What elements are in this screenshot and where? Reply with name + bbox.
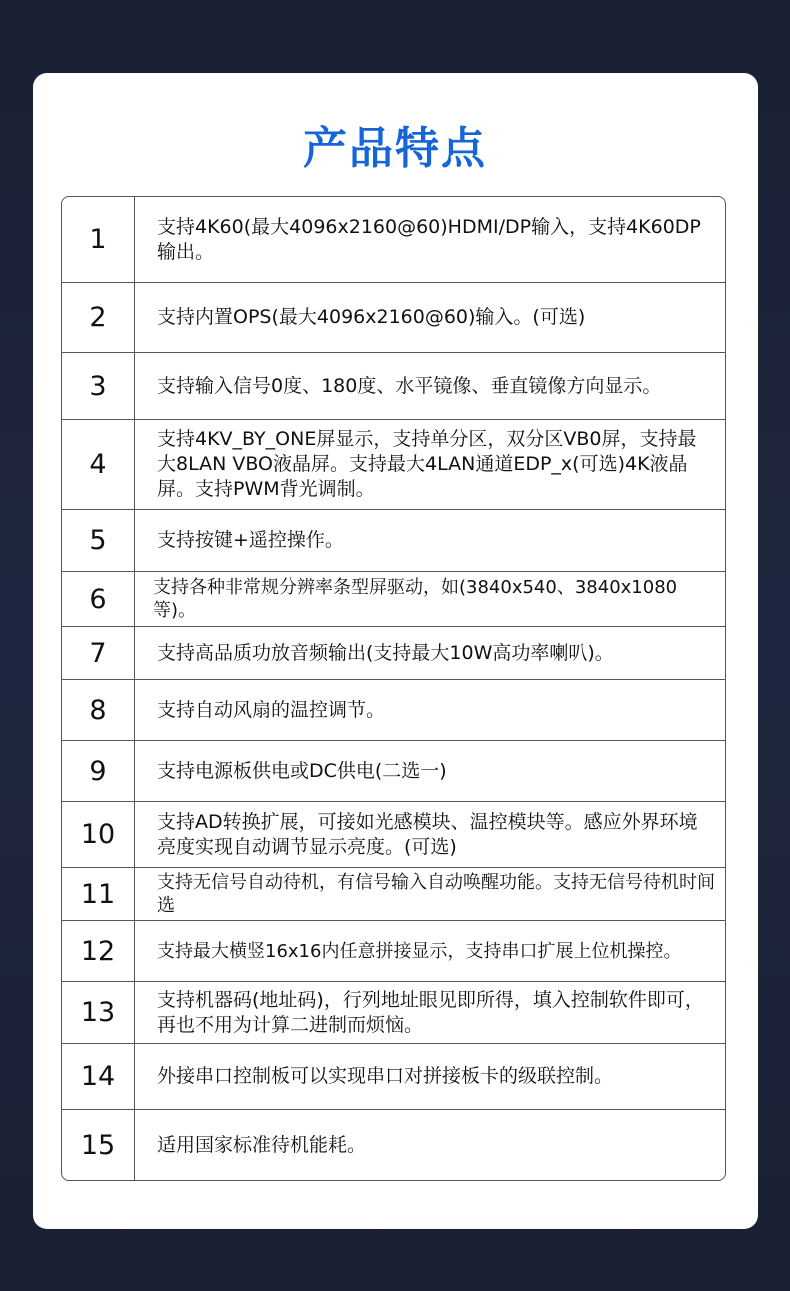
row-number: 15 (62, 1110, 135, 1180)
row-number: 7 (62, 627, 135, 679)
row-number: 9 (62, 741, 135, 801)
row-text: 支持高品质功放音频输出(支持最大10W高功率喇叭)。 (157, 641, 614, 664)
row-number: 4 (62, 420, 135, 509)
row-number: 8 (62, 680, 135, 740)
features-table (61, 196, 726, 1181)
row-number: 6 (62, 572, 135, 626)
table-row (62, 420, 725, 510)
row-text: 支持各种非常规分辨率条型屏驱动，如(3840x540、3840x1080等)。 (153, 577, 678, 621)
table-row (62, 741, 725, 802)
row-number: 3 (62, 353, 135, 419)
table-row (62, 572, 725, 627)
row-number: 1 (62, 197, 135, 282)
row-text: 支持最大横竖16x16内任意拼接显示，支持串口扩展上位机操控。 (157, 940, 682, 962)
row-text: 外接串口控制板可以实现串口对拼接板卡的级联控制。 (157, 1065, 614, 1087)
row-text: 支持自动风扇的温控调节。 (157, 698, 386, 721)
row-text: 支持机器码(地址码)，行列地址眼见即所得，填入控制软件即可，再也不用为计算二进制而烦恼。 (157, 988, 704, 1036)
table-row (62, 1110, 725, 1180)
table-row (62, 283, 725, 353)
row-text: 支持输入信号0度、180度、水平镜像、垂直镜像方向显示。 (157, 374, 662, 397)
row-text: 支持4K60(最大4096x2160@60)HDMI/DP输入，支持4K60DP输出。 (157, 215, 701, 263)
row-text: 适用国家标准待机能耗。 (157, 1133, 367, 1156)
row-text: 支持AD转换扩展，可接如光感模块、温控模块等。感应外界环境亮度实现自动调节显示亮度。(可选) (157, 810, 698, 858)
row-text: 支持无信号自动待机，有信号输入自动唤醒功能。支持无信号待机时间选 (157, 872, 715, 916)
page-title: 产品特点 (303, 123, 487, 174)
table-row (62, 921, 725, 982)
row-number: 11 (62, 868, 135, 920)
row-number: 12 (62, 921, 135, 981)
row-text: 支持按键+遥控操作。 (157, 529, 344, 551)
row-number: 13 (62, 982, 135, 1043)
table-row (62, 982, 725, 1044)
table-row (62, 627, 725, 680)
row-number: 2 (62, 283, 135, 352)
table-row (62, 197, 725, 283)
table-row (62, 680, 725, 741)
row-number: 10 (62, 802, 135, 867)
table-row (62, 802, 725, 868)
row-text: 支持电源板供电或DC供电(二选一) (157, 759, 447, 782)
table-row (62, 868, 725, 921)
table-row (62, 353, 725, 420)
row-number: 5 (62, 510, 135, 571)
table-row (62, 510, 725, 572)
row-text: 支持内置OPS(最大4096x2160@60)输入。(可选) (157, 306, 586, 328)
row-text: 支持4KV_BY_ONE屏显示，支持单分区，双分区VB0屏，支持最大8LAN VBO液晶屏。支持最大4LAN通道EDP_x(可选)4K液晶屏。支持PWM背光调制。 (157, 428, 697, 500)
table-row (62, 1044, 725, 1110)
row-number: 14 (62, 1044, 135, 1109)
